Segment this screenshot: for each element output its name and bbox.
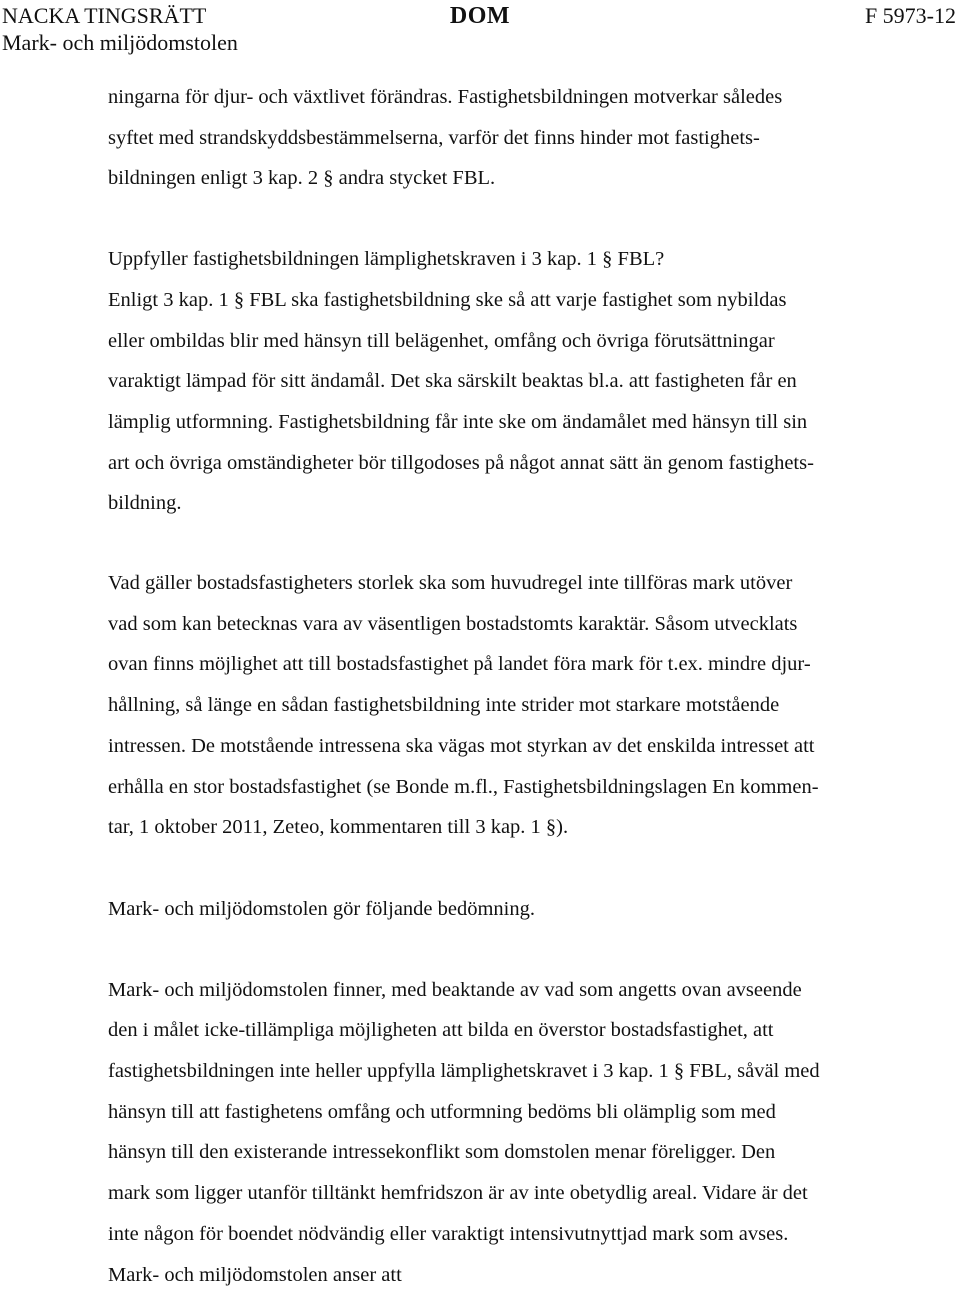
case-number: F 5973-12 — [864, 3, 956, 28]
text-line: inte någon för boendet nödvändig eller varaktigt intensivutnyttjad mark som avses. — [108, 1222, 789, 1245]
text-line: fastighetsbildningen inte heller uppfylla lämplighetskravet i 3 kap. 1 § FBL, såväl med — [108, 1060, 820, 1083]
text-line: tar, 1 oktober 2011, Zeteo, kommentaren till 3 kap. 1 §). — [108, 816, 569, 839]
text-line: eller ombildas blir med hänsyn till belägenhet, omfång och övriga förutsättningar — [108, 329, 775, 352]
text-line: Vad gäller bostadsfastigheters storlek ska som huvudregel inte tillföras mark utöver — [108, 572, 793, 595]
text-line: mark som ligger utanför tilltänkt hemfridszon är av inte obetydlig areal. Vidare är det — [108, 1182, 808, 1205]
section-assessment-heading — [108, 889, 926, 930]
text-line: hänsyn till den existerande intressekonflikt som domstolen menar föreligger. Den — [108, 1141, 776, 1164]
text-line: erhålla en stor bostadsfastighet (se Bonde m.fl., Fastighetsbildningslagen En kommen- — [108, 775, 819, 798]
court-name: NACKA TINGSRÄTT — [2, 3, 207, 28]
text-line: varaktigt lämpad för sitt ändamål. Det ska särskilt beaktas bl.a. att fastigheten får en — [108, 370, 797, 393]
paragraph-2 — [108, 280, 926, 524]
page-header — [0, 0, 960, 60]
paragraph-1 — [108, 77, 926, 199]
text-line: syftet med strandskyddsbestämmelserna, varför det finns hinder mot fastighets- — [108, 126, 760, 149]
text-line: intressen. De motstående intressena ska vägas mot styrkan av det enskilda intresset att — [108, 734, 815, 757]
text-line: Uppfyller fastighetsbildningen lämplighetskraven i 3 kap. 1 § FBL? — [108, 248, 665, 271]
document-body — [108, 77, 926, 1295]
department-name: Mark- och miljödomstolen — [2, 30, 238, 55]
text-line: hänsyn till att fastighetens omfång och utformning bedöms bli olämplig som med — [108, 1100, 776, 1123]
text-line: Mark- och miljödomstolen finner, med beaktande av vad som angetts ovan avseende — [108, 978, 802, 1001]
document-type: DOM — [449, 3, 511, 29]
text-line: Mark- och miljödomstolen anser att — [108, 1263, 402, 1286]
text-line: Mark- och miljödomstolen gör följande bedömning. — [108, 897, 536, 920]
text-line: art och övriga omständigheter bör tillgodoses på något annat sätt än genom fastighets- — [108, 451, 814, 474]
paragraph-5 — [108, 1255, 926, 1295]
paragraph-3 — [108, 563, 926, 848]
text-line: bildning. — [108, 492, 182, 515]
text-line: lämplig utformning. Fastighetsbildning får inte ske om ändamålet med hänsyn till sin — [108, 410, 808, 433]
text-line: vad som kan betecknas vara av väsentligen bostadstomts karaktär. Såsom utvecklats — [108, 612, 798, 635]
text-line: den i målet icke-tillämpliga möjligheten att bilda en överstor bostadsfastighet, att — [108, 1019, 774, 1042]
paragraph-4 — [108, 970, 926, 1255]
text-line: Enligt 3 kap. 1 § FBL ska fastighetsbildning ske så att varje fastighet som nybildas — [108, 288, 787, 311]
text-line: bildningen enligt 3 kap. 2 § andra stycket FBL. — [108, 167, 496, 190]
text-line: hållning, så länge en sådan fastighetsbildning inte strider mot starkare motstående — [108, 694, 780, 717]
text-line: ningarna för djur- och växtlivet förändras. Fastighetsbildningen motverkar således — [108, 86, 783, 108]
text-line: ovan finns möjlighet att till bostadsfastighet på landet föra mark för t.ex. mindre djur- — [108, 653, 811, 676]
section-question — [108, 239, 926, 280]
